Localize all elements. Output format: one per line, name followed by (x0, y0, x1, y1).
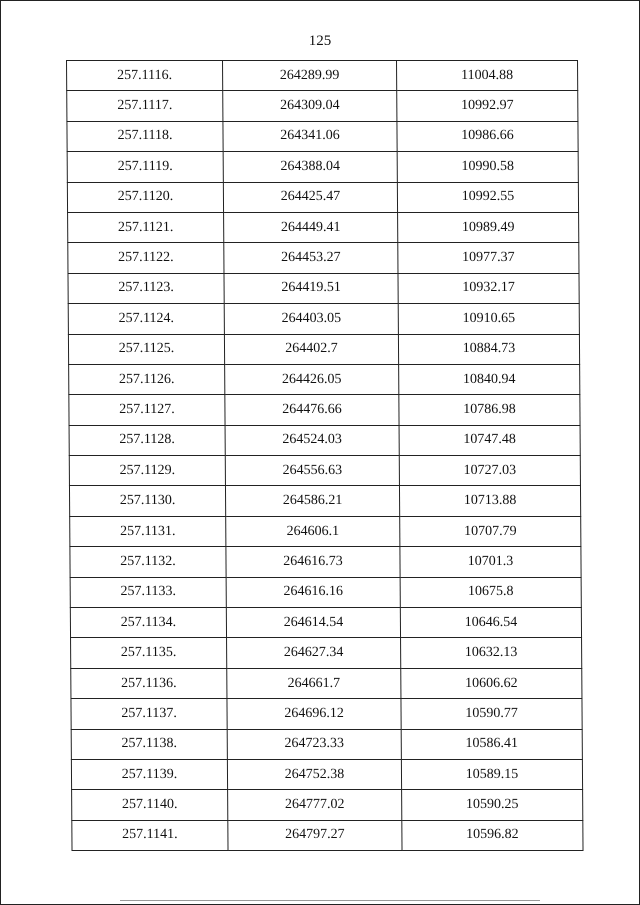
table-row (72, 820, 583, 850)
table-row (69, 395, 580, 425)
point-id-cell: 257.1140. (72, 790, 228, 820)
y-coordinate-cell: 10590.25 (402, 790, 583, 820)
table-row (67, 91, 578, 121)
x-coordinate-cell: 264661.7 (227, 668, 401, 698)
point-id-cell: 257.1137. (71, 699, 227, 729)
y-coordinate-cell: 10632.13 (401, 638, 582, 668)
point-id-cell: 257.1134. (70, 608, 226, 638)
table-row (71, 638, 582, 668)
table-row (70, 608, 581, 638)
point-id-cell: 257.1139. (71, 759, 227, 789)
point-id-cell: 257.1118. (67, 121, 223, 151)
point-id-cell: 257.1121. (68, 212, 224, 242)
point-id-cell: 257.1129. (69, 456, 225, 486)
x-coordinate-cell: 264616.16 (226, 577, 400, 607)
point-id-cell: 257.1117. (67, 91, 223, 121)
x-coordinate-cell: 264723.33 (227, 729, 401, 759)
y-coordinate-cell: 10910.65 (398, 304, 579, 334)
table-row (67, 121, 578, 151)
x-coordinate-cell: 264752.38 (227, 759, 401, 789)
table-row (71, 759, 582, 789)
table-row (69, 456, 580, 486)
y-coordinate-cell: 10675.8 (400, 577, 581, 607)
y-coordinate-cell: 10786.98 (399, 395, 580, 425)
table-row (70, 516, 581, 546)
table-row (68, 273, 579, 303)
table-row (69, 425, 580, 455)
x-coordinate-cell: 264614.54 (226, 608, 400, 638)
x-coordinate-cell: 264419.51 (224, 273, 398, 303)
y-coordinate-cell: 10606.62 (401, 668, 582, 698)
y-coordinate-cell: 10840.94 (399, 364, 580, 394)
point-id-cell: 257.1126. (69, 364, 225, 394)
y-coordinate-cell: 10590.77 (401, 699, 582, 729)
table-row (71, 729, 582, 759)
table-row (67, 182, 578, 212)
y-coordinate-cell: 10990.58 (397, 152, 578, 182)
x-coordinate-cell: 264586.21 (225, 486, 399, 516)
page-number: 125 (308, 33, 332, 49)
point-id-cell: 257.1141. (72, 820, 228, 850)
point-id-cell: 257.1136. (71, 668, 227, 698)
x-coordinate-cell: 264524.03 (225, 425, 399, 455)
x-coordinate-cell: 264388.04 (223, 152, 397, 182)
y-coordinate-cell: 10986.66 (397, 121, 578, 151)
x-coordinate-cell: 264402.7 (224, 334, 398, 364)
y-coordinate-cell: 10586.41 (401, 729, 582, 759)
point-id-cell: 257.1138. (71, 729, 227, 759)
table-row (70, 577, 581, 607)
point-id-cell: 257.1127. (69, 395, 225, 425)
coordinate-table (66, 60, 584, 851)
table-row (71, 699, 582, 729)
y-coordinate-cell: 10989.49 (398, 212, 579, 242)
point-id-cell: 257.1120. (67, 182, 223, 212)
table-row (72, 790, 583, 820)
point-id-cell: 257.1122. (68, 243, 224, 273)
y-coordinate-cell: 10589.15 (401, 759, 582, 789)
y-coordinate-cell: 10646.54 (400, 608, 581, 638)
point-id-cell: 257.1123. (68, 273, 224, 303)
scan-edge-line (120, 900, 540, 901)
point-id-cell: 257.1133. (70, 577, 226, 607)
x-coordinate-cell: 264309.04 (223, 91, 397, 121)
x-coordinate-cell: 264627.34 (227, 638, 401, 668)
table-row (70, 547, 581, 577)
table-row (68, 304, 579, 334)
table-row (69, 364, 580, 394)
y-coordinate-cell: 10713.88 (399, 486, 580, 516)
x-coordinate-cell: 264616.73 (226, 547, 400, 577)
point-id-cell: 257.1125. (68, 334, 224, 364)
x-coordinate-cell: 264425.47 (223, 182, 397, 212)
table-row (67, 152, 578, 182)
y-coordinate-cell: 10747.48 (399, 425, 580, 455)
x-coordinate-cell: 264476.66 (225, 395, 399, 425)
table-body (67, 61, 584, 851)
x-coordinate-cell: 264696.12 (227, 699, 401, 729)
x-coordinate-cell: 264797.27 (228, 820, 402, 850)
table-row (68, 212, 579, 242)
x-coordinate-cell: 264449.41 (224, 212, 398, 242)
y-coordinate-cell: 10727.03 (399, 456, 580, 486)
y-coordinate-cell: 10701.3 (400, 547, 581, 577)
table-row (69, 486, 580, 516)
point-id-cell: 257.1135. (71, 638, 227, 668)
table-row (68, 334, 579, 364)
point-id-cell: 257.1132. (70, 547, 226, 577)
table-row (68, 243, 579, 273)
point-id-cell: 257.1130. (69, 486, 225, 516)
x-coordinate-cell: 264403.05 (224, 304, 398, 334)
x-coordinate-cell: 264289.99 (223, 61, 397, 91)
table-row (71, 668, 582, 698)
y-coordinate-cell: 10992.97 (397, 91, 578, 121)
y-coordinate-cell: 10707.79 (400, 516, 581, 546)
point-id-cell: 257.1124. (68, 304, 224, 334)
x-coordinate-cell: 264606.1 (226, 516, 400, 546)
x-coordinate-cell: 264777.02 (228, 790, 402, 820)
y-coordinate-cell: 11004.88 (397, 61, 578, 91)
y-coordinate-cell: 10596.82 (402, 820, 583, 850)
x-coordinate-cell: 264556.63 (225, 456, 399, 486)
point-id-cell: 257.1128. (69, 425, 225, 455)
point-id-cell: 257.1116. (67, 61, 223, 91)
point-id-cell: 257.1119. (67, 152, 223, 182)
y-coordinate-cell: 10977.37 (398, 243, 579, 273)
x-coordinate-cell: 264453.27 (224, 243, 398, 273)
x-coordinate-cell: 264341.06 (223, 121, 397, 151)
x-coordinate-cell: 264426.05 (225, 364, 399, 394)
y-coordinate-cell: 10932.17 (398, 273, 579, 303)
point-id-cell: 257.1131. (70, 516, 226, 546)
table-row (67, 61, 578, 91)
y-coordinate-cell: 10992.55 (397, 182, 578, 212)
y-coordinate-cell: 10884.73 (398, 334, 579, 364)
